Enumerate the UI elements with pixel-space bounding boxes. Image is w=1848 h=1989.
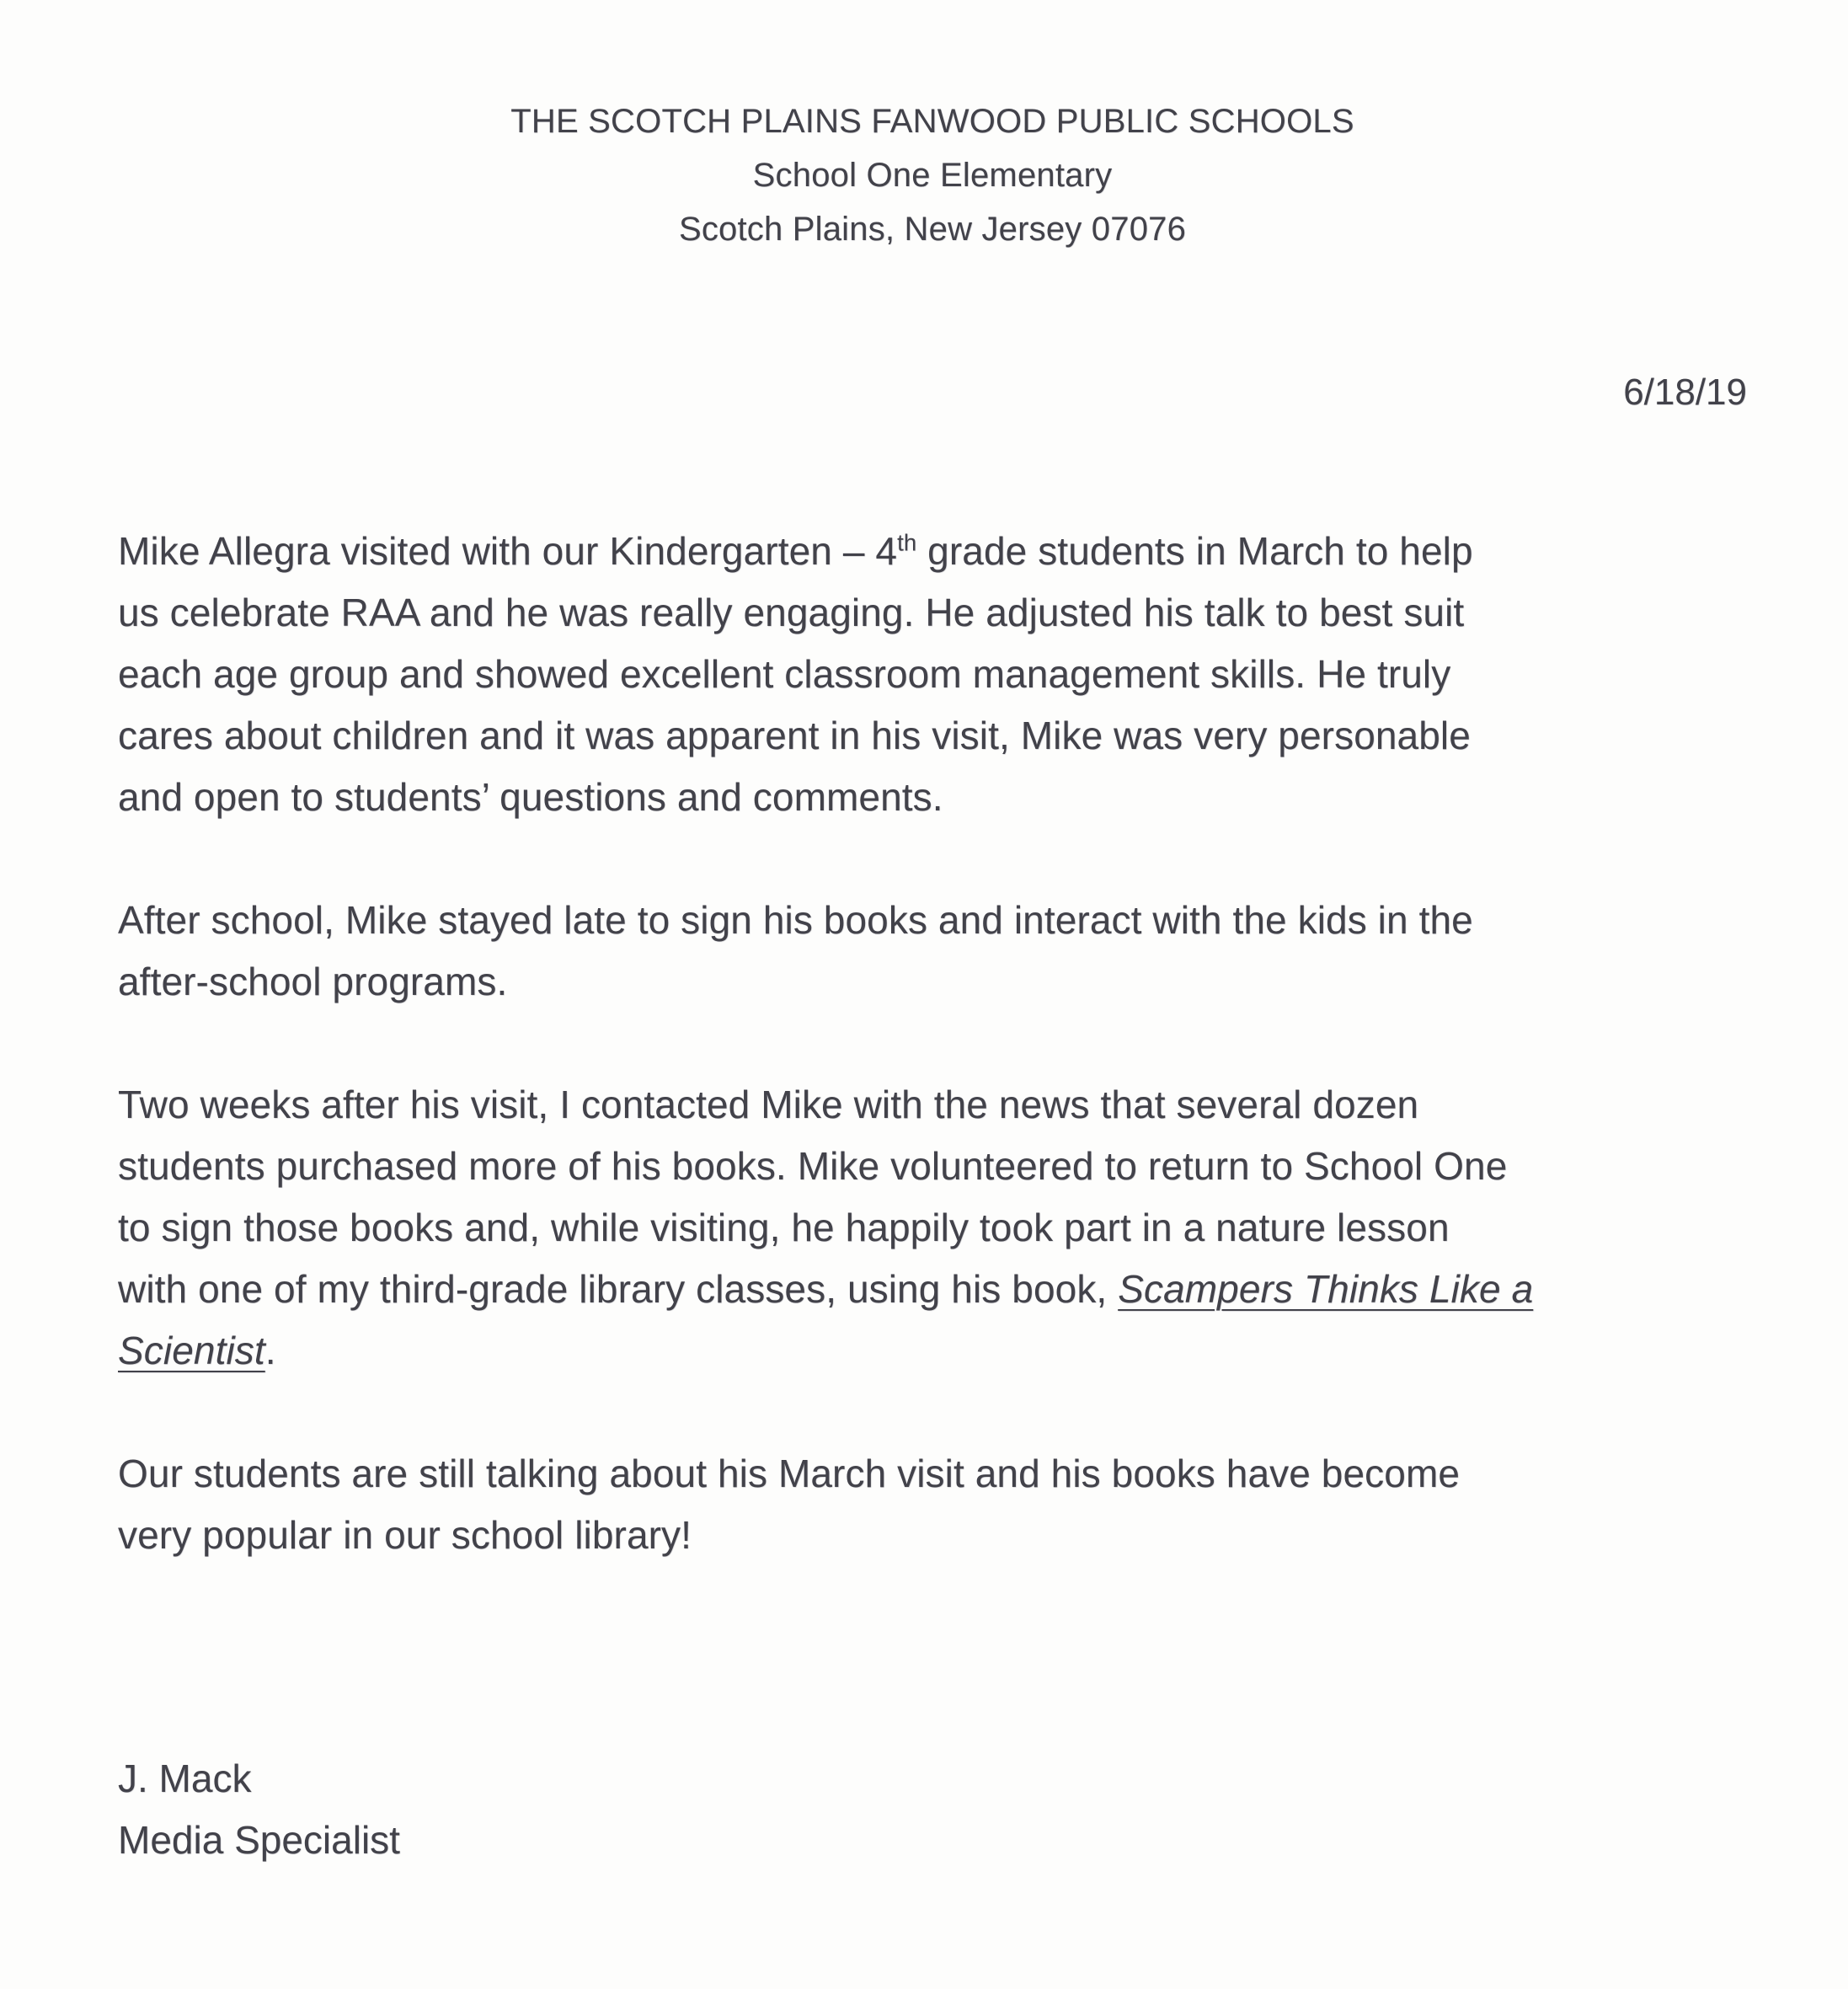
book-title: Scampers Thinks Like a — [1118, 1267, 1534, 1311]
text-line: and open to students’ questions and comments. — [118, 775, 943, 819]
signature-block — [118, 1748, 1747, 1871]
signature-title: Media Specialist — [118, 1818, 400, 1862]
text-line: students purchased more of his books. Mike volunteered to return to School One — [118, 1144, 1508, 1188]
text-line: cares about children and it was apparent in his visit, Mike was very personable — [118, 714, 1471, 757]
school-district-name: THE SCOTCH PLAINS FANWOOD PUBLIC SCHOOLS — [510, 103, 1354, 140]
text-run: Mike Allegra visited with our Kindergarten – 4 — [118, 529, 898, 573]
text-line: us celebrate RAA and he was really engaging. He adjusted his talk to best suit — [118, 591, 1465, 634]
text-line — [118, 1320, 1747, 1382]
ordinal-superscript: th — [897, 529, 917, 556]
text-line — [118, 1259, 1747, 1320]
text-line: each age group and showed excellent classroom management skills. He truly — [118, 652, 1451, 696]
paragraph-3 — [118, 1074, 1747, 1382]
text-line — [118, 521, 1747, 582]
text-line: very popular in our school library! — [118, 1513, 692, 1557]
paragraph-2 — [118, 890, 1747, 1013]
letterhead — [118, 94, 1747, 256]
paragraph-1 — [118, 521, 1747, 828]
book-title: Scientist — [118, 1329, 265, 1372]
school-name: School One Elementary — [752, 157, 1113, 194]
signature-name: J. Mack — [118, 1756, 252, 1800]
text-run: with one of my third-grade library classes, using his book, — [118, 1267, 1119, 1311]
text-line: Two weeks after his visit, I contacted Mike with the news that several dozen — [118, 1083, 1419, 1126]
text-run: . — [264, 1329, 276, 1372]
paragraph-4 — [118, 1443, 1747, 1566]
text-line: Our students are still talking about his March visit and his books have become — [118, 1452, 1461, 1495]
school-address: Scotch Plains, New Jersey 07076 — [678, 211, 1187, 248]
text-line: After school, Mike stayed late to sign his books and interact with the kids in the — [118, 898, 1473, 942]
text-line: to sign those books and, while visiting, he happily took part in a nature lesson — [118, 1206, 1450, 1249]
text-line: after-school programs. — [118, 960, 508, 1003]
text-run: grade students in March to help — [916, 529, 1473, 573]
letter-date: 6/18/19 — [1623, 372, 1747, 413]
letter-body — [118, 521, 1747, 1566]
